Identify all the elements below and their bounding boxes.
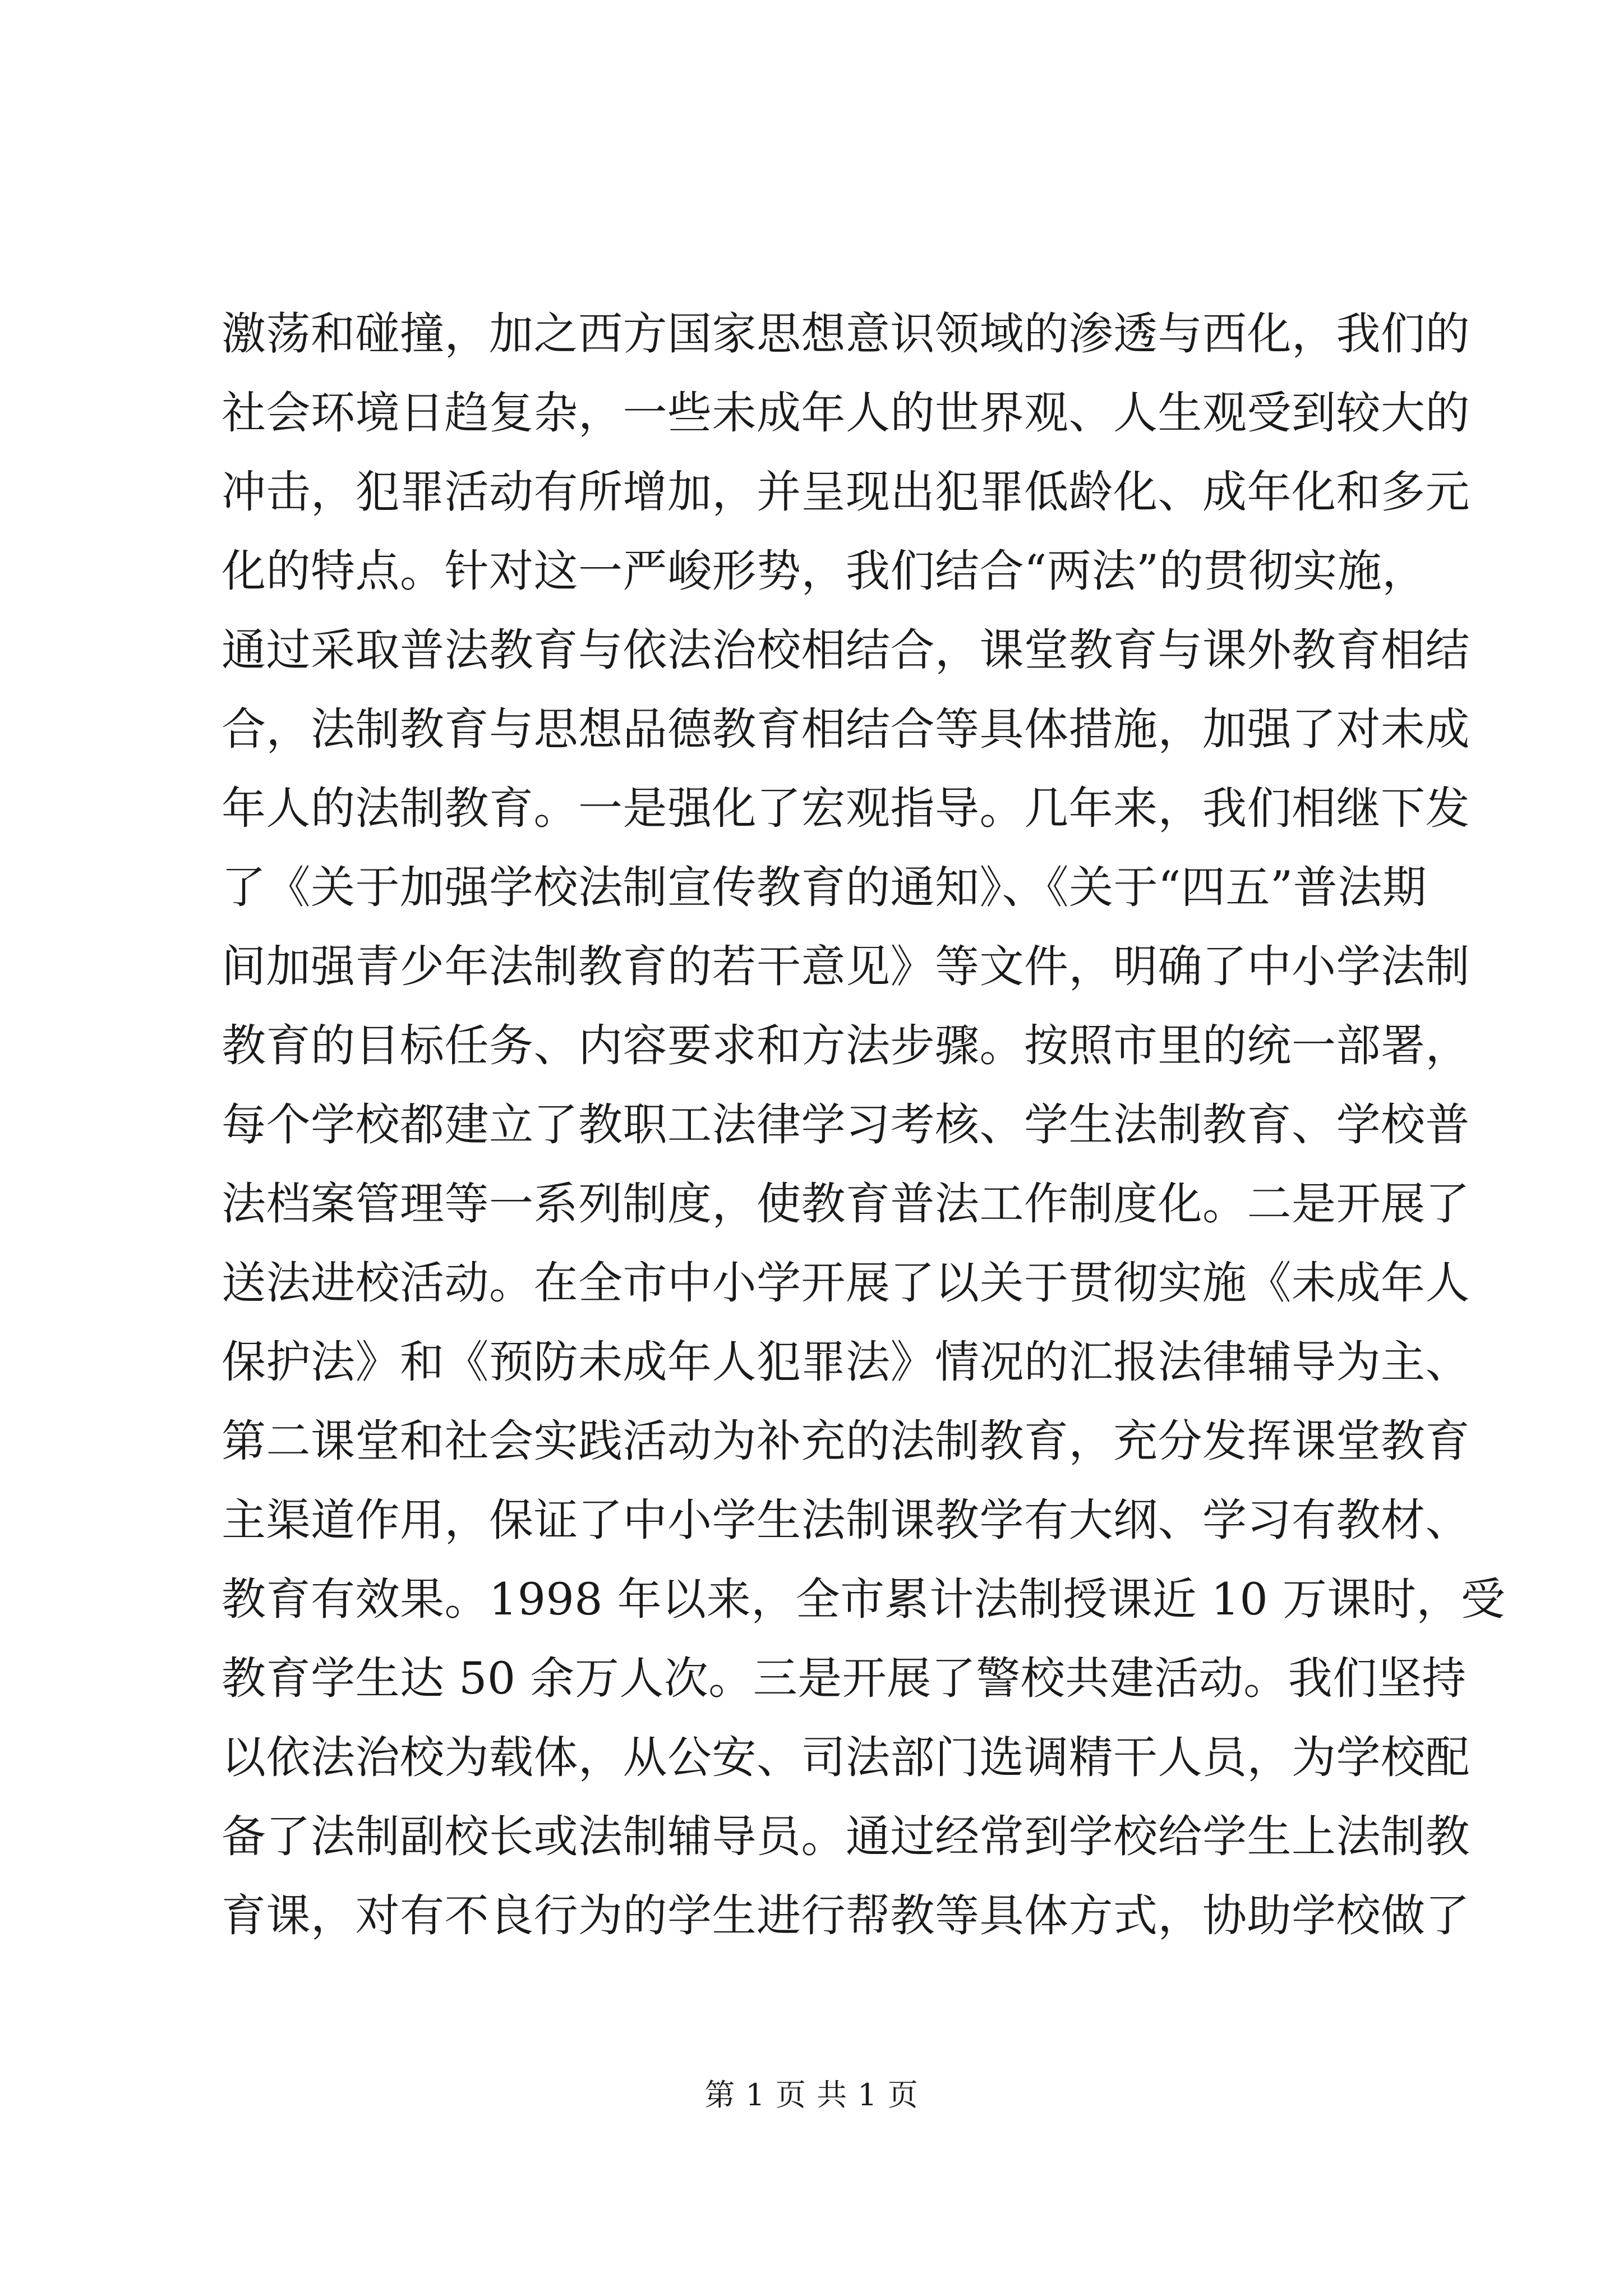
text-line: 间加强青少年法制教育的若干意见》等文件，明确了中小学法制 (222, 941, 1470, 992)
text-line: 每个学校都建立了教职工法律学习考核、学生法制教育、学校普 (222, 1099, 1470, 1151)
text-line: 教育学生达 50 余万人次。三是开展了警校共建活动。我们坚持 (222, 1653, 1467, 1704)
text-line: 以依法治校为载体，从公安、司法部门选调精干人员，为学校配 (222, 1732, 1470, 1783)
text-line: 通过采取普法教育与依法治校相结合，课堂教育与课外教育相结 (222, 624, 1470, 676)
text-line: 第二课堂和社会实践活动为补充的法制教育，充分发挥课堂教育 (222, 1415, 1470, 1467)
text-line: 送法进校活动。在全市中小学开展了以关于贯彻实施《未成年人 (222, 1257, 1470, 1309)
text-line: 育课，对有不良行为的学生进行帮教等具体方式，协助学校做了 (222, 1890, 1470, 1941)
text-line: 教育有效果。1998 年以来，全市累计法制授课近 10 万课时，受 (222, 1573, 1506, 1625)
text-line: 备了法制副校长或法制辅导员。通过经常到学校给学生上法制教 (222, 1811, 1470, 1862)
text-line: 激荡和碰撞，加之西方国家思想意识领域的渗透与西化，我们的 (222, 308, 1470, 360)
text-line: 主渠道作用，保证了中小学生法制课教学有大纲、学习有教材、 (222, 1494, 1470, 1546)
text-line: 冲击，犯罪活动有所增加，并呈现出犯罪低龄化、成年化和多元 (222, 466, 1470, 518)
text-line: 化的特点。针对这一严峻形势，我们结合“两法”的贯彻实施， (222, 545, 1427, 597)
text-line: 年人的法制教育。一是强化了宏观指导。几年来，我们相继下发 (222, 783, 1470, 834)
text-line: 法档案管理等一系列制度，使教育普法工作制度化。二是开展了 (222, 1178, 1470, 1230)
text-line: 保护法》和《预防未成年人犯罪法》情况的汇报法律辅导为主、 (222, 1336, 1470, 1388)
text-line: 社会环境日趋复杂，一些未成年人的世界观、人生观受到较大的 (222, 387, 1470, 439)
body-text (222, 295, 1506, 1955)
page-footer: 第 1 页 共 1 页 (704, 2077, 919, 2113)
text-line: 教育的目标任务、内容要求和方法步骤。按照市里的统一部署， (222, 1020, 1470, 1071)
text-line: 合，法制教育与思想品德教育相结合等具体措施，加强了对未成 (222, 703, 1470, 755)
text-line: 了《关于加强学校法制宣传教育的通知》、《关于“四五”普法期 (222, 862, 1427, 913)
